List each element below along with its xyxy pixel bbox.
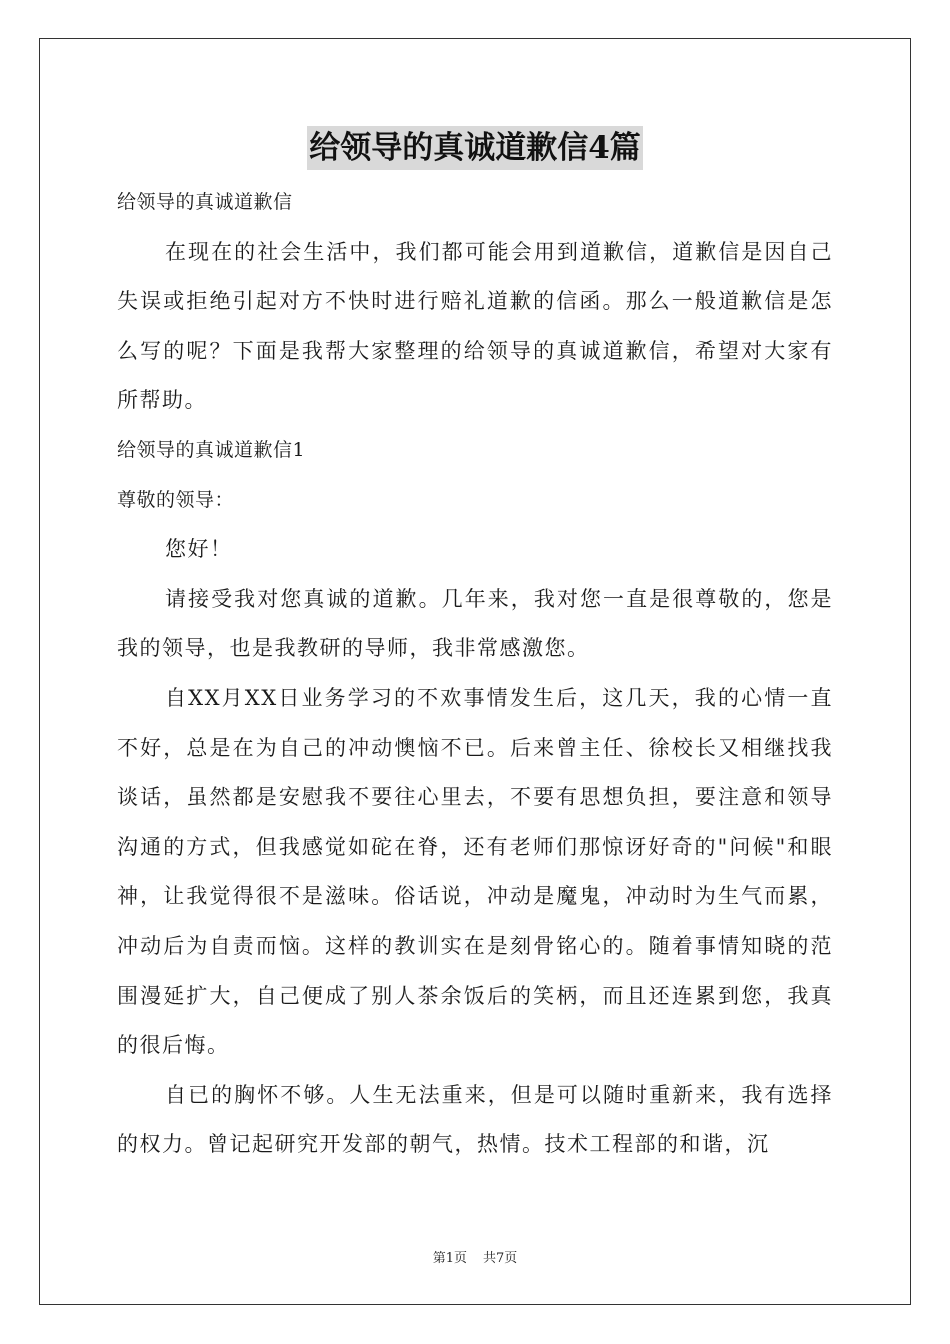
document-title: 给领导的真诚道歉信4篇 [307,126,643,170]
salutation: 尊敬的领导： [117,488,235,511]
body-paragraph: 请接受我对您真诚的道歉。几年来，我对您一直是很尊敬的，您是我的领导，也是我教研的导师，我非常感激您。 [117,586,833,661]
document-body [117,178,833,1170]
letter-heading: 给领导的真诚道歉信1 [117,438,306,461]
body-paragraph: 自XX月XX日业务学习的不欢事情发生后，这几天，我的心情一直不好，总是在为自己的冲动懊恼不已。后来曾主任、徐校长又相继找我谈话，虽然都是安慰我不要往心里去，不要有思想负担，要注意和领导沟通的方式，但我感觉如砣在脊，还有老师们那惊讶好奇的"问候"和眼神，让我觉得很不是滋味。俗话说，冲动是魔鬼，冲动时为生气而累，冲动后为自责而恼。这样的教训实在是刻骨铭心的。随着事情知晓的范围漫延扩大，自己便成了别人茶余饭后的笑柄，而且还连累到您，我真的很后悔。 [117,685,833,1058]
greeting: 您好！ [165,537,233,562]
subtitle-paragraph: 给领导的真诚道歉信 [117,191,293,213]
page-total: 共7页 [483,1251,518,1266]
body-paragraph: 自已的胸怀不够。人生无法重来，但是可以随时重新来，我有选择的权力。曾记起研究开发部的朝气，热情。技术工程部的和谐，沉 [117,1082,833,1157]
page-footer [0,1247,950,1266]
page-number: 第1页 [432,1251,467,1266]
title-container [0,126,950,170]
intro-paragraph: 在现在的社会生活中，我们都可能会用到道歉信，道歉信是因自己失误或拒绝引起对方不快时进行赔礼道歉的信函。那么一般道歉信是怎么写的呢？下面是我帮大家整理的给领导的真诚道歉信，希望对大家有所帮助。 [117,239,833,413]
